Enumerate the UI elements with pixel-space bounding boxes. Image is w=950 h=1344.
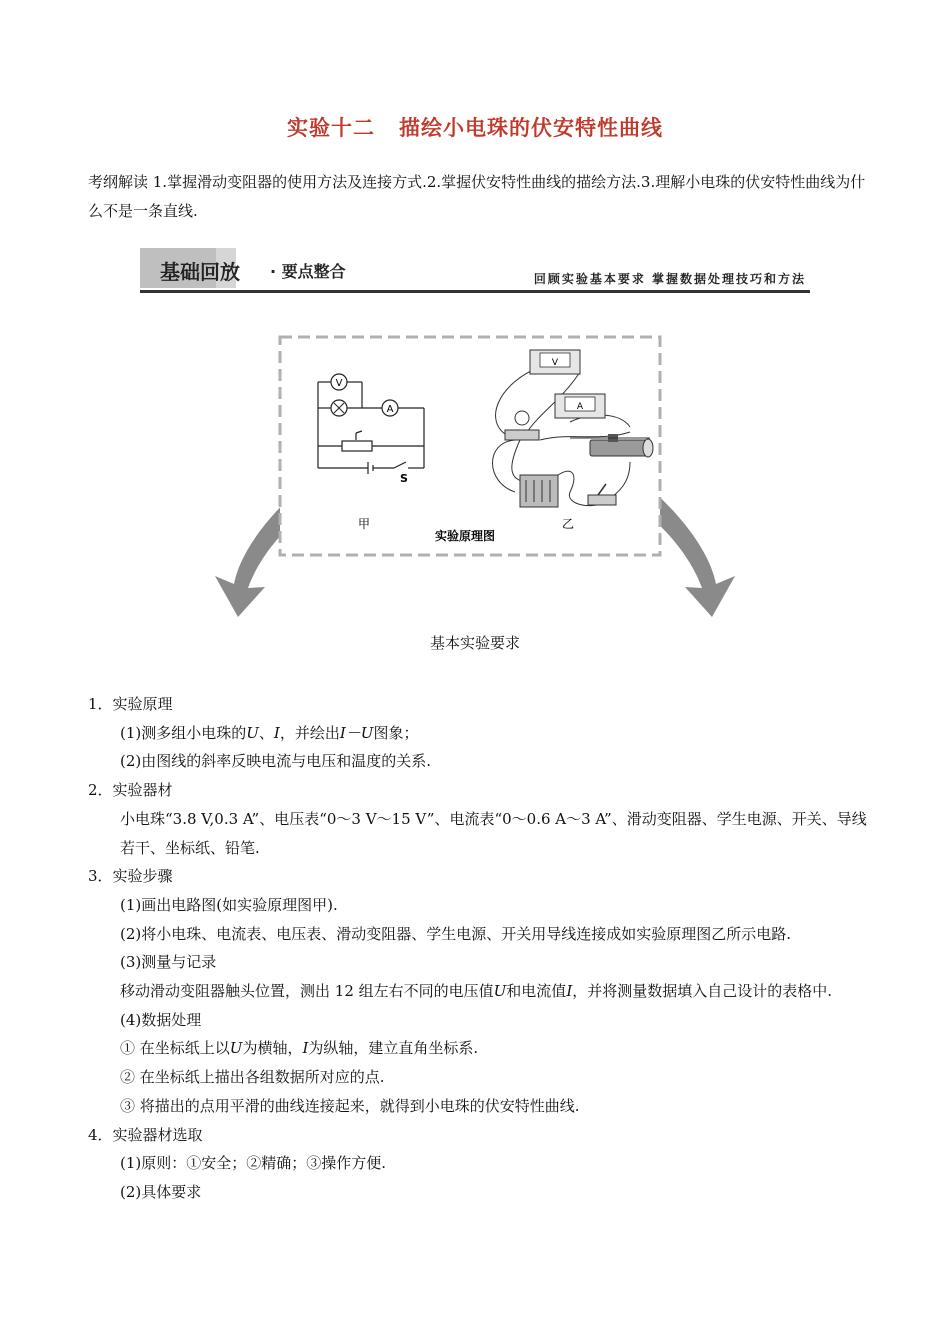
basic-requirements-heading: 基本实验要求 bbox=[429, 634, 520, 652]
title-part2: 描绘小电珠的伏安特性曲线 bbox=[399, 116, 663, 140]
power-supply-device bbox=[520, 475, 558, 507]
page-title bbox=[0, 112, 950, 142]
section-2-text: 小电珠“3.8 V,0.3 A”、电压表“0～3 V～15 V”、电流表“0～0.6 A～3 A”、滑动变阻器、学生电源、开关、导线若干、坐标纸、铅笔. bbox=[120, 809, 867, 857]
figure-caption: 实验原理图 bbox=[434, 529, 496, 543]
section-4-line-1: (1)原则：①安全；②精确；③操作方便. bbox=[120, 1154, 387, 1173]
svg-text:V: V bbox=[335, 378, 343, 389]
section-3-line-6: ① 在坐标纸上以U为横轴，I为纵轴，建立直角坐标系. bbox=[120, 1039, 479, 1058]
lamp-symbol bbox=[331, 400, 347, 416]
svg-text:V: V bbox=[551, 358, 559, 368]
ammeter-device bbox=[555, 394, 605, 418]
section-3-line-8: ③ 将描出的点用平滑的曲线连接起来，就得到小电珠的伏安特性曲线. bbox=[120, 1096, 580, 1115]
title-part1: 实验十二 bbox=[287, 116, 375, 140]
section-3-line-1: (1)画出电路图(如实验原理图甲). bbox=[120, 895, 338, 914]
label-jia: 甲 bbox=[358, 517, 371, 531]
experiment-principle-figure bbox=[210, 332, 740, 642]
syllabus-intro: 考纲解读 1.掌握滑动变阻器的使用方法及连接方式.2.掌握伏安特性曲线的描绘方法.3.理解小电珠的伏安特性曲线为什么不是一条直线. bbox=[88, 173, 866, 220]
label-yi: 乙 bbox=[562, 517, 575, 531]
section-3-line-2: (2)将小电珠、电流表、电压表、滑动变阻器、学生电源、开关用导线连接成如实验原理图乙所示电路. bbox=[120, 924, 792, 943]
banner-sub: · 要点整合 bbox=[270, 262, 346, 281]
voltmeter-symbol bbox=[331, 374, 347, 390]
section-1-heading: 1．实验原理 bbox=[88, 695, 173, 713]
section-3-line-5: (4)数据处理 bbox=[120, 1010, 202, 1029]
section-2-heading: 2．实验器材 bbox=[88, 781, 173, 800]
switch-label: S bbox=[400, 472, 408, 485]
section-1-line-1: (1)测多组小电珠的U、I，并绘出I－U图象； bbox=[120, 723, 419, 742]
voltmeter-device bbox=[530, 350, 580, 374]
content-body bbox=[88, 690, 878, 1207]
banner-slogan: 回顾实验基本要求 掌握数据处理技巧和方法 bbox=[533, 272, 806, 286]
banner-main: 基础回放 bbox=[160, 260, 240, 284]
section-3-line-7: ② 在坐标纸上描出各组数据所对应的点. bbox=[120, 1068, 385, 1087]
svg-text:A: A bbox=[386, 404, 394, 415]
section-1-line-2: (2)由图线的斜率反映电流与电压和温度的关系. bbox=[120, 752, 432, 771]
section-3-line-3: (3)测量与记录 bbox=[120, 953, 217, 972]
ammeter-symbol bbox=[382, 400, 398, 416]
svg-text:A: A bbox=[576, 402, 584, 412]
section-4-line-2: (2)具体要求 bbox=[120, 1182, 202, 1201]
section-3-line-4: 移动滑动变阻器触头位置，测出 12 组左右不同的电压值U和电流值I，并将测量数据填入自己设计的表格中. bbox=[120, 982, 833, 1001]
section-banner bbox=[140, 248, 810, 294]
section-4-heading: 4．实验器材选取 bbox=[88, 1125, 203, 1144]
section-3-heading: 3．实验步骤 bbox=[88, 867, 173, 886]
